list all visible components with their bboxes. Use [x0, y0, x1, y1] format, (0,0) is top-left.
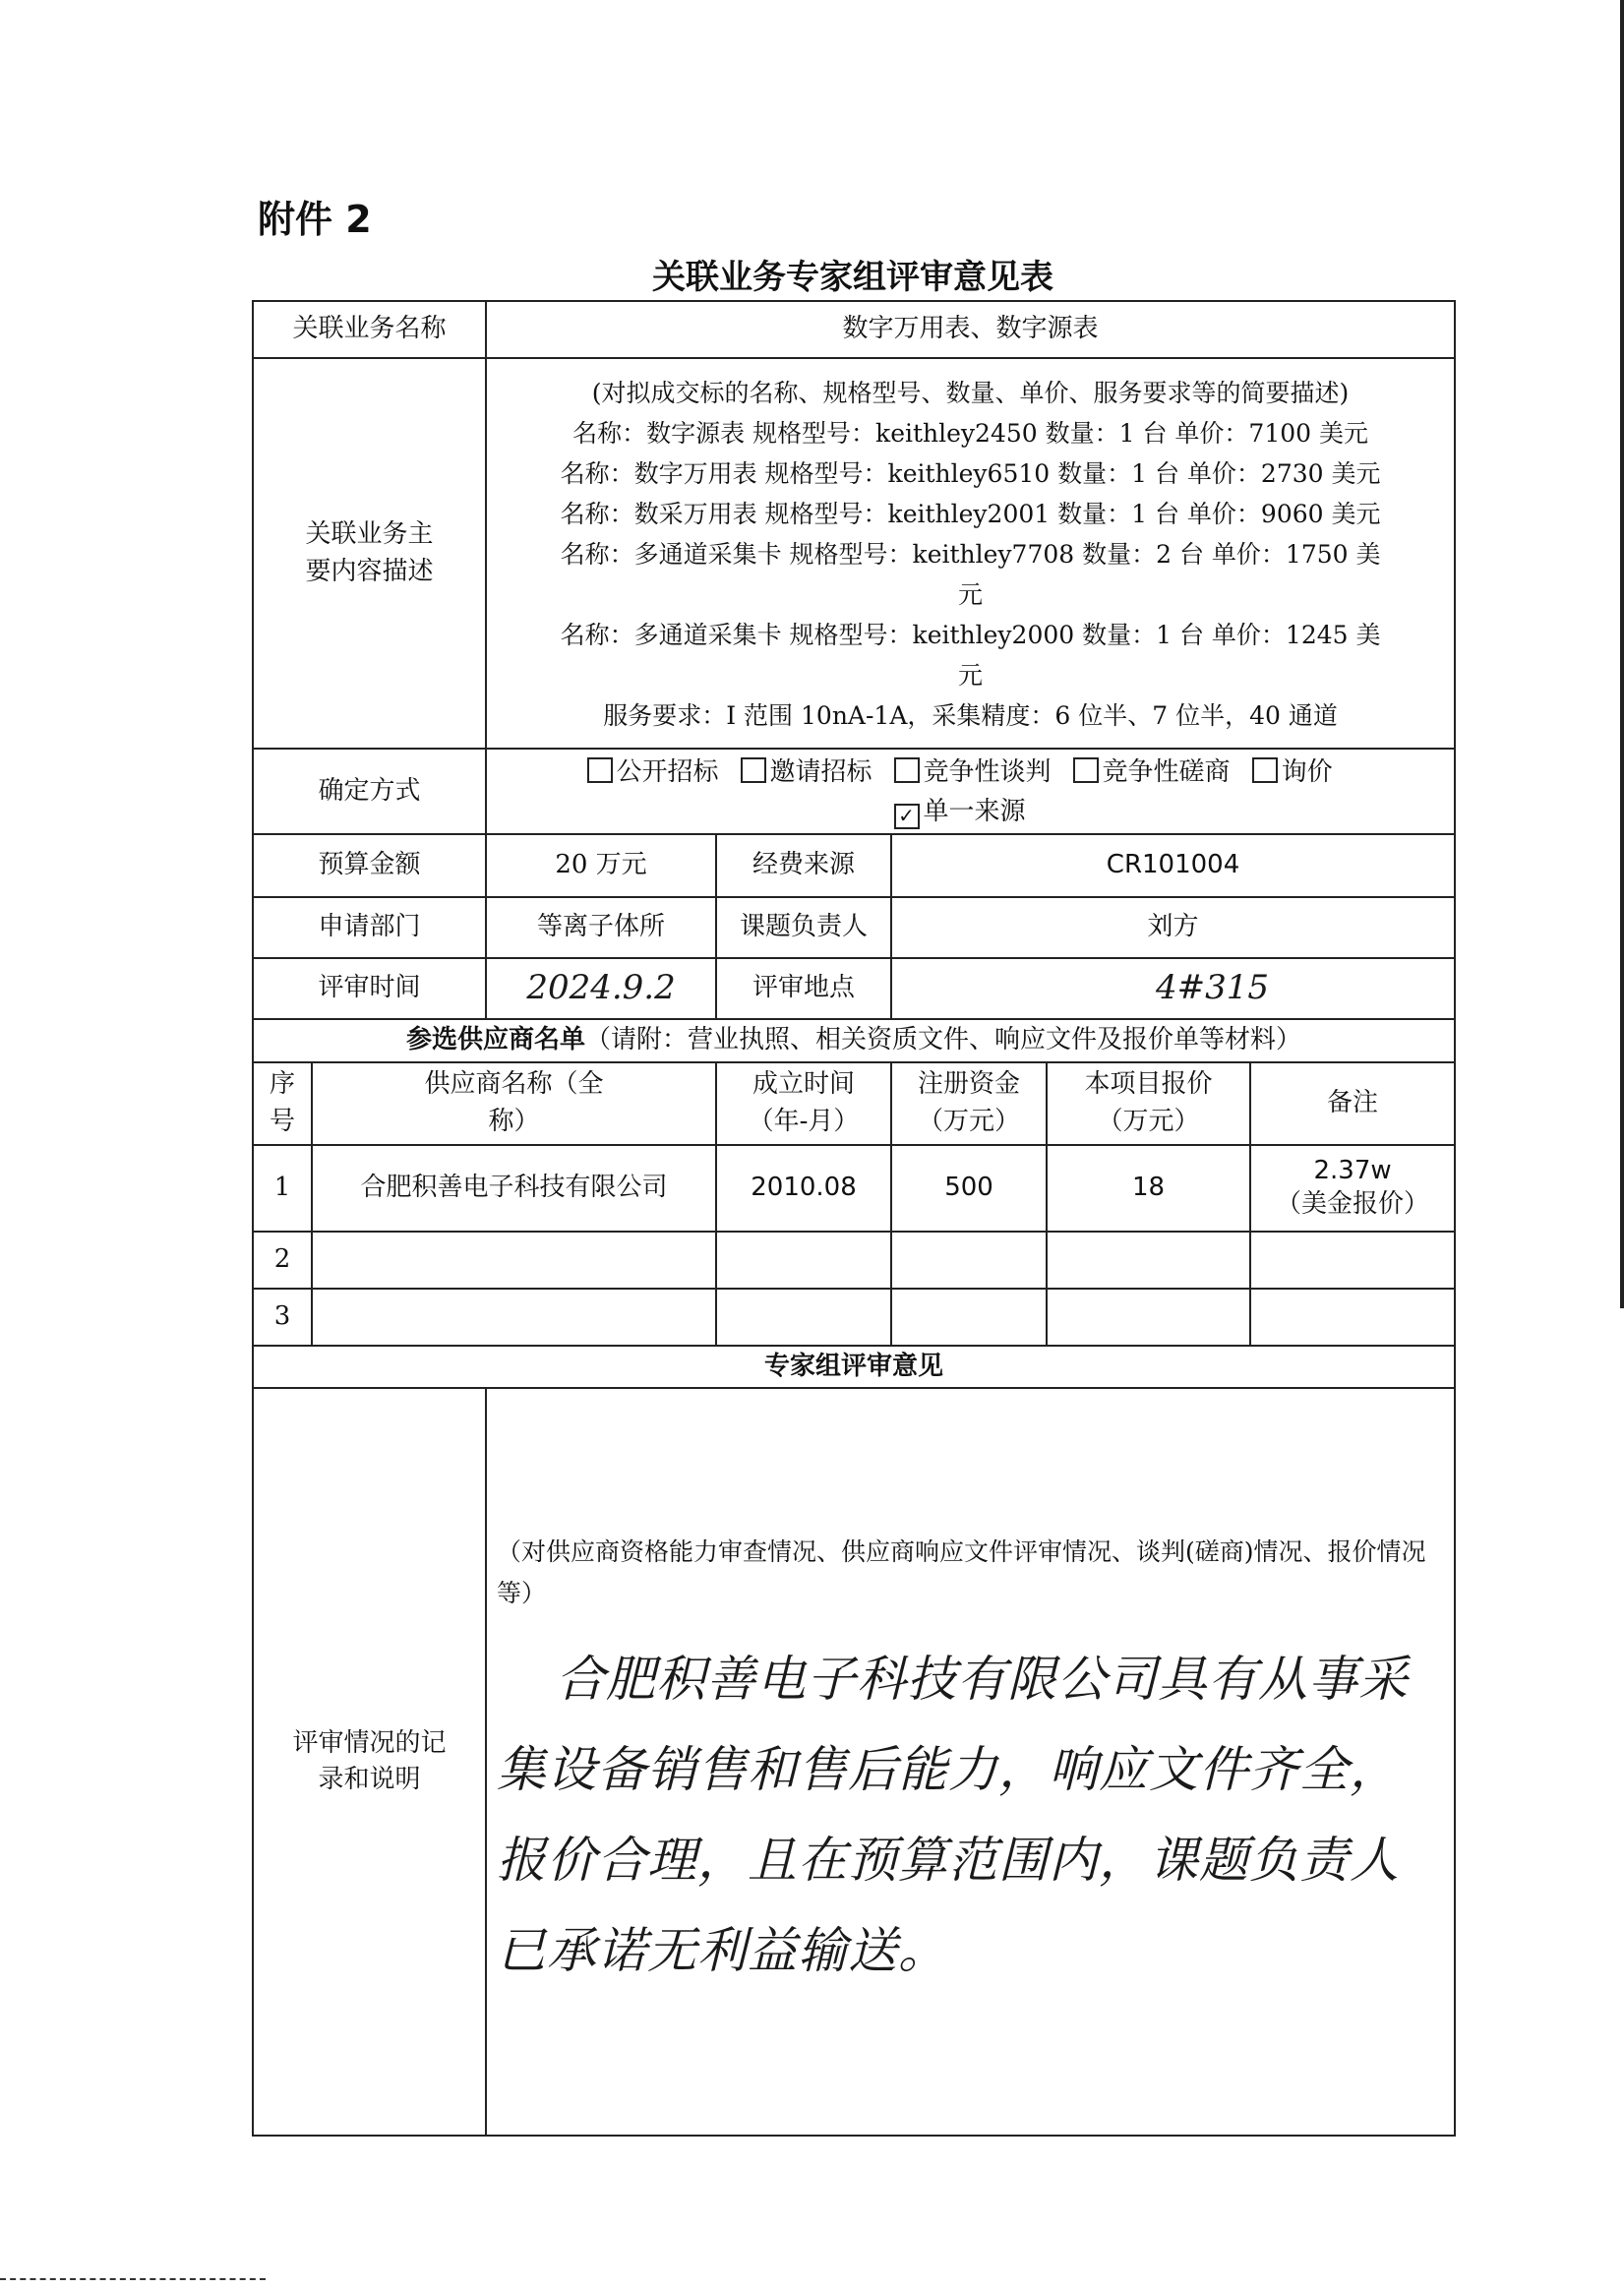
- method-label: 确定方式: [253, 749, 486, 834]
- supplier-name: 合肥积善电子科技有限公司: [312, 1145, 716, 1232]
- content-line: 名称：数字万用表 规格型号：keithley6510 数量：1 台 单价：2730 美元: [560, 459, 1381, 488]
- col-capital-header: 注册资金（万元）: [891, 1062, 1047, 1145]
- content-line: 元: [958, 661, 984, 690]
- expert-opinion-content: [486, 1388, 1455, 2136]
- supplier-header-row: [253, 1062, 1455, 1145]
- review-time-value: 2024.9.2: [486, 958, 716, 1019]
- expert-opinion-label: 评审情况的记录和说明: [253, 1388, 486, 2136]
- department-label: 申请部门: [253, 897, 486, 958]
- content-label-text: 关联业务主要内容描述: [305, 518, 434, 586]
- row-expert-opinion: [253, 1388, 1455, 2136]
- supplier-heading-text: 参选供应商名单: [406, 1025, 586, 1054]
- row-index: 1: [253, 1145, 312, 1232]
- project-lead-value: 刘方: [891, 897, 1455, 958]
- option-competitive-consultation[interactable]: 竞争性磋商: [1073, 753, 1231, 792]
- content-line: 名称：数采万用表 规格型号：keithley2001 数量：1 台 单价：9060 美元: [560, 500, 1381, 528]
- review-time-label: 评审时间: [253, 958, 486, 1019]
- option-inquiry[interactable]: 询价: [1252, 753, 1333, 792]
- row-index: 3: [253, 1289, 312, 1346]
- supplier-name: [312, 1289, 716, 1346]
- table-row: [253, 1289, 1455, 1346]
- budget-value: 20 万元: [486, 834, 716, 897]
- option-single-source[interactable]: ✓ 单一来源: [894, 792, 1026, 831]
- option-competitive-negotiation[interactable]: 竞争性谈判: [894, 753, 1052, 792]
- option-public-tender[interactable]: 公开招标: [587, 753, 719, 792]
- row-department: [253, 897, 1455, 958]
- content-label: [253, 358, 486, 749]
- scan-edge: [1620, 0, 1624, 1308]
- row-business-name: [253, 301, 1455, 358]
- supplier-capital: [891, 1289, 1047, 1346]
- department-value: 等离子体所: [486, 897, 716, 958]
- table-row: [253, 1145, 1455, 1232]
- option-invited-tender[interactable]: 邀请招标: [741, 753, 872, 792]
- checkbox[interactable]: [741, 757, 766, 783]
- content-line: 名称：多通道采集卡 规格型号：keithley2000 数量：1 台 单价：1245 美: [560, 621, 1381, 649]
- supplier-remark: 2.37w （美金报价）: [1250, 1145, 1455, 1232]
- supplier-established: 2010.08: [716, 1145, 891, 1232]
- budget-label: 预算金额: [253, 834, 486, 897]
- content-description: [486, 358, 1455, 749]
- expert-opinion-note: （对供应商资格能力审查情况、供应商响应文件评审情况、谈判(磋商)情况、报价情况等）: [497, 1537, 1426, 1608]
- supplier-quote: [1047, 1232, 1250, 1289]
- fund-source-label: 经费来源: [716, 834, 891, 897]
- checkbox[interactable]: [1073, 757, 1099, 783]
- supplier-established: [716, 1289, 891, 1346]
- row-supplier-heading: [253, 1019, 1455, 1062]
- supplier-list-heading: [253, 1019, 1455, 1062]
- supplier-heading-note: （请附：营业执照、相关资质文件、响应文件及报价单等材料）: [585, 1025, 1302, 1054]
- footer-dashed-line: [0, 2278, 266, 2280]
- content-line: 服务要求：I 范围 10nA-1A，采集精度：6 位半、7 位半，40 通道: [603, 701, 1338, 730]
- supplier-remark: [1250, 1289, 1455, 1346]
- supplier-remark: [1250, 1232, 1455, 1289]
- col-remark-header: 备注: [1250, 1062, 1455, 1145]
- checkbox[interactable]: [894, 757, 920, 783]
- supplier-established: [716, 1232, 891, 1289]
- content-line: 名称：数字源表 规格型号：keithley2450 数量：1 台 单价：7100 美元: [572, 419, 1368, 448]
- col-name-header: 供应商名称（全称）: [312, 1062, 716, 1145]
- expert-opinion-handwritten: 合肥积善电子科技有限公司具有从事采集设备销售和售后能力，响应文件齐全，报价合理，且在预算范围内，课题负责人已承诺无利益输送。: [497, 1651, 1410, 1980]
- business-name-value: 数字万用表、数字源表: [486, 301, 1455, 358]
- checkbox[interactable]: [1252, 757, 1278, 783]
- table-row: [253, 1232, 1455, 1289]
- row-review-time: [253, 958, 1455, 1019]
- review-place-label: 评审地点: [716, 958, 891, 1019]
- method-options: [486, 749, 1455, 834]
- row-index: 2: [253, 1232, 312, 1289]
- review-place-value: 4#315: [891, 958, 1455, 1019]
- content-line: 名称：多通道采集卡 规格型号：keithley7708 数量：2 台 单价：1750 美: [560, 540, 1381, 569]
- content-line: (对拟成交标的名称、规格型号、数量、单价、服务要求等的简要描述): [591, 379, 1350, 407]
- col-quote-header: 本项目报价（万元）: [1047, 1062, 1250, 1145]
- row-budget: [253, 834, 1455, 897]
- checkbox[interactable]: [587, 757, 613, 783]
- attachment-label: 附件 2: [258, 198, 372, 241]
- project-lead-label: 课题负责人: [716, 897, 891, 958]
- supplier-quote: 18: [1047, 1145, 1250, 1232]
- supplier-quote: [1047, 1289, 1250, 1346]
- row-content: [253, 358, 1455, 749]
- col-established-header: 成立时间（年-月）: [716, 1062, 891, 1145]
- supplier-capital: [891, 1232, 1047, 1289]
- supplier-name: [312, 1232, 716, 1289]
- row-expert-heading: [253, 1346, 1455, 1389]
- review-form-table: [252, 300, 1456, 2137]
- business-name-label: 关联业务名称: [253, 301, 486, 358]
- fund-source-value: CR101004: [891, 834, 1455, 897]
- form-title: 关联业务专家组评审意见表: [652, 258, 1053, 297]
- expert-opinion-heading: 专家组评审意见: [253, 1346, 1455, 1389]
- checkbox-checked-icon[interactable]: ✓: [894, 804, 920, 829]
- content-line: 元: [958, 580, 984, 609]
- supplier-capital: 500: [891, 1145, 1047, 1232]
- row-method: [253, 749, 1455, 834]
- col-index-header: 序号: [253, 1062, 312, 1145]
